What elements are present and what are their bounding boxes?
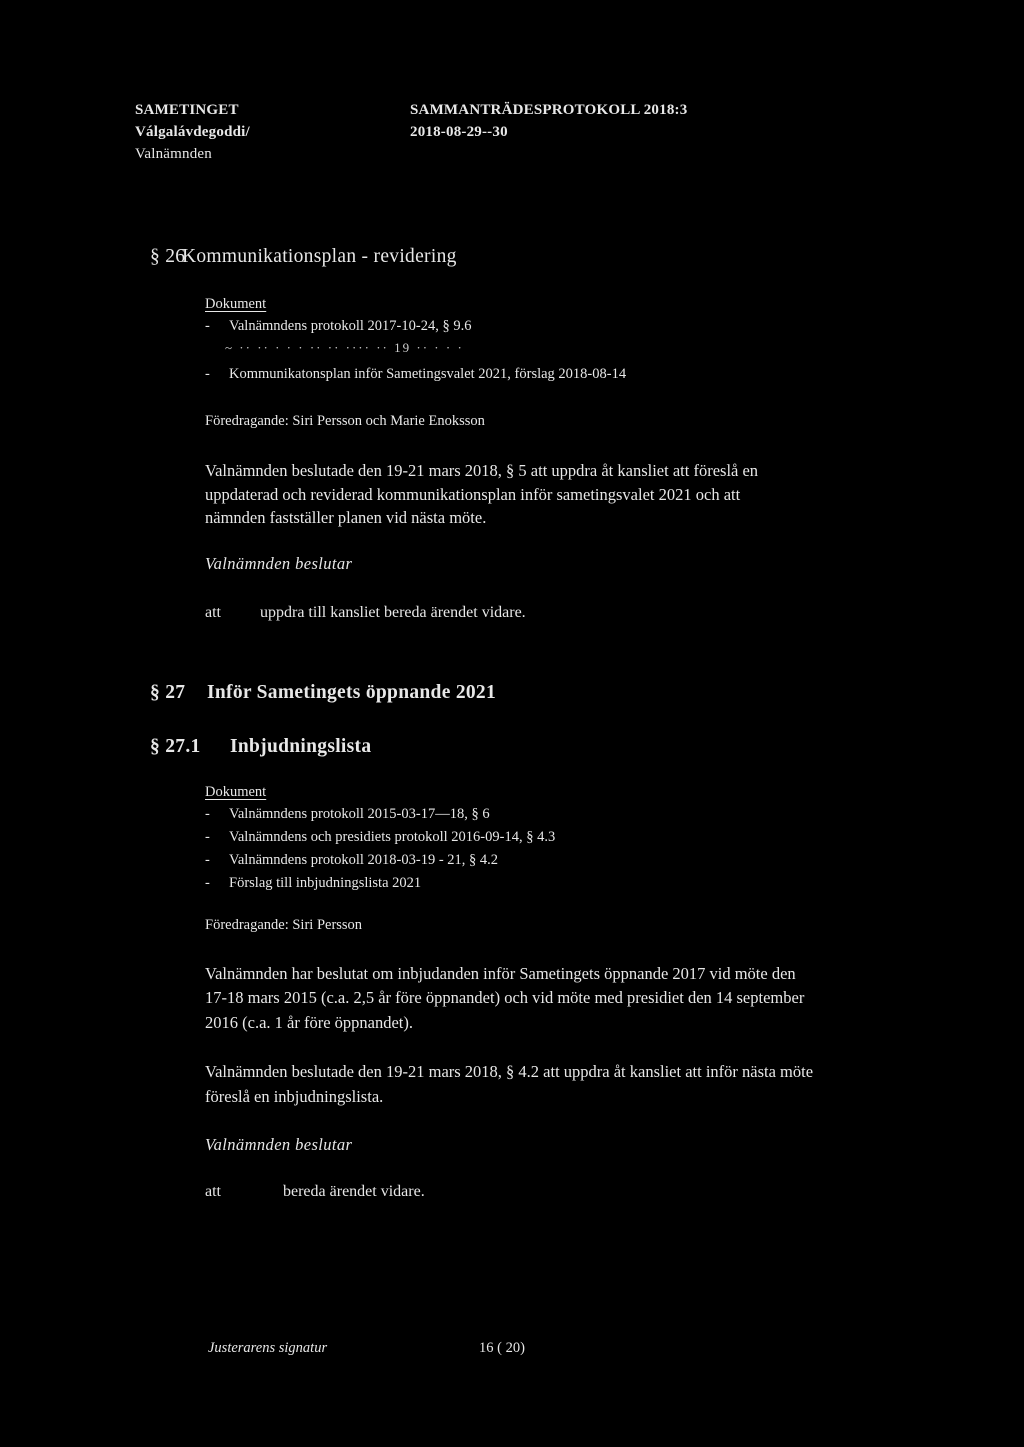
section-26-paragraph-line: uppdaterad och reviderad kommunikationsplan inför sametingsvalet 2021 och att: [205, 485, 741, 504]
section-27-1-document-item: - Valnämndens protokoll 2018-03-19 - 21, § 4.2: [205, 852, 499, 868]
signature-label: Justerarens signatur: [208, 1340, 328, 1356]
section-27-1-presenter: Föredragande: Siri Persson: [205, 917, 363, 933]
section-26-number: § 26: [150, 246, 186, 267]
section-27-1-number: § 27.1: [150, 736, 201, 757]
department: Valnämnden: [135, 146, 212, 162]
section-26-title: Kommunikationsplan - revidering: [182, 246, 457, 267]
section-27-1-decision-heading: Valnämnden beslutar: [205, 1135, 353, 1154]
meeting-dates: 2018-08-29--30: [410, 124, 508, 140]
section-26-document-item: - Valnämndens protokoll 2017-10-24, § 9.6: [205, 318, 472, 334]
section-26-decision-att: att: [205, 604, 221, 621]
section-27-title: Inför Sametingets öppnande 2021: [207, 682, 497, 703]
org-name: SAMETINGET: [135, 102, 239, 118]
section-26-garbled-line: ~ ·· ·· · · · ·· ·· ···· ·· 19 ·· · · ·: [225, 340, 464, 355]
section-27-1-document-label: Dokument: [205, 784, 267, 800]
section-27-number: § 27: [150, 682, 186, 703]
section-26-paragraph-line: nämnden fastställer planen vid nästa möte.: [205, 508, 487, 527]
document-title: SAMMANTRÄDESPROTOKOLL 2018:3: [410, 102, 688, 118]
section-27-1-document-item: - Valnämndens och presidiets protokoll 2016-09-14, § 4.3: [205, 829, 556, 845]
section-27-1-paragraph-line: 2016 (c.a. 1 år före öppnandet).: [205, 1013, 413, 1032]
section-26-paragraph-line: Valnämnden beslutade den 19-21 mars 2018, § 5 att uppdra åt kansliet att föreslå en: [205, 461, 759, 480]
section-26-document-label: Dokument: [205, 296, 267, 312]
section-27-1-document-item: - Förslag till inbjudningslista 2021: [205, 875, 422, 891]
page-number: 16 ( 20): [479, 1340, 525, 1356]
section-27-1-decision-att: att: [205, 1183, 221, 1200]
section-27-1-paragraph-line: 17-18 mars 2015 (c.a. 2,5 år före öppnandet) och vid möte med presidiet den 14 september: [205, 988, 805, 1007]
section-27-1-paragraph-line: Valnämnden har beslutat om inbjudanden inför Sametingets öppnande 2017 vid möte den: [205, 964, 796, 983]
section-27-1-paragraph-line: föreslå en inbjudningslista.: [205, 1087, 384, 1106]
section-27-1-title: Inbjudningslista: [230, 736, 372, 757]
section-26-decision-text: uppdra till kansliet bereda ärendet vidare.: [260, 604, 526, 621]
section-26-decision-heading: Valnämnden beslutar: [205, 554, 353, 573]
section-26-presenter: Föredragande: Siri Persson och Marie Enoksson: [205, 413, 485, 429]
section-26-document-item: - Kommunikatonsplan inför Sametingsvalet 2021, förslag 2018-08-14: [205, 366, 627, 382]
section-27-1-paragraph-line: Valnämnden beslutade den 19-21 mars 2018, § 4.2 att uppdra åt kansliet att inför nästa möte: [205, 1062, 814, 1081]
section-27-1-decision-text: bereda ärendet vidare.: [283, 1183, 425, 1200]
department-sami: Válgalávdegoddi/: [135, 124, 250, 140]
section-27-1-document-item: - Valnämndens protokoll 2015-03-17—18, § 6: [205, 806, 490, 822]
